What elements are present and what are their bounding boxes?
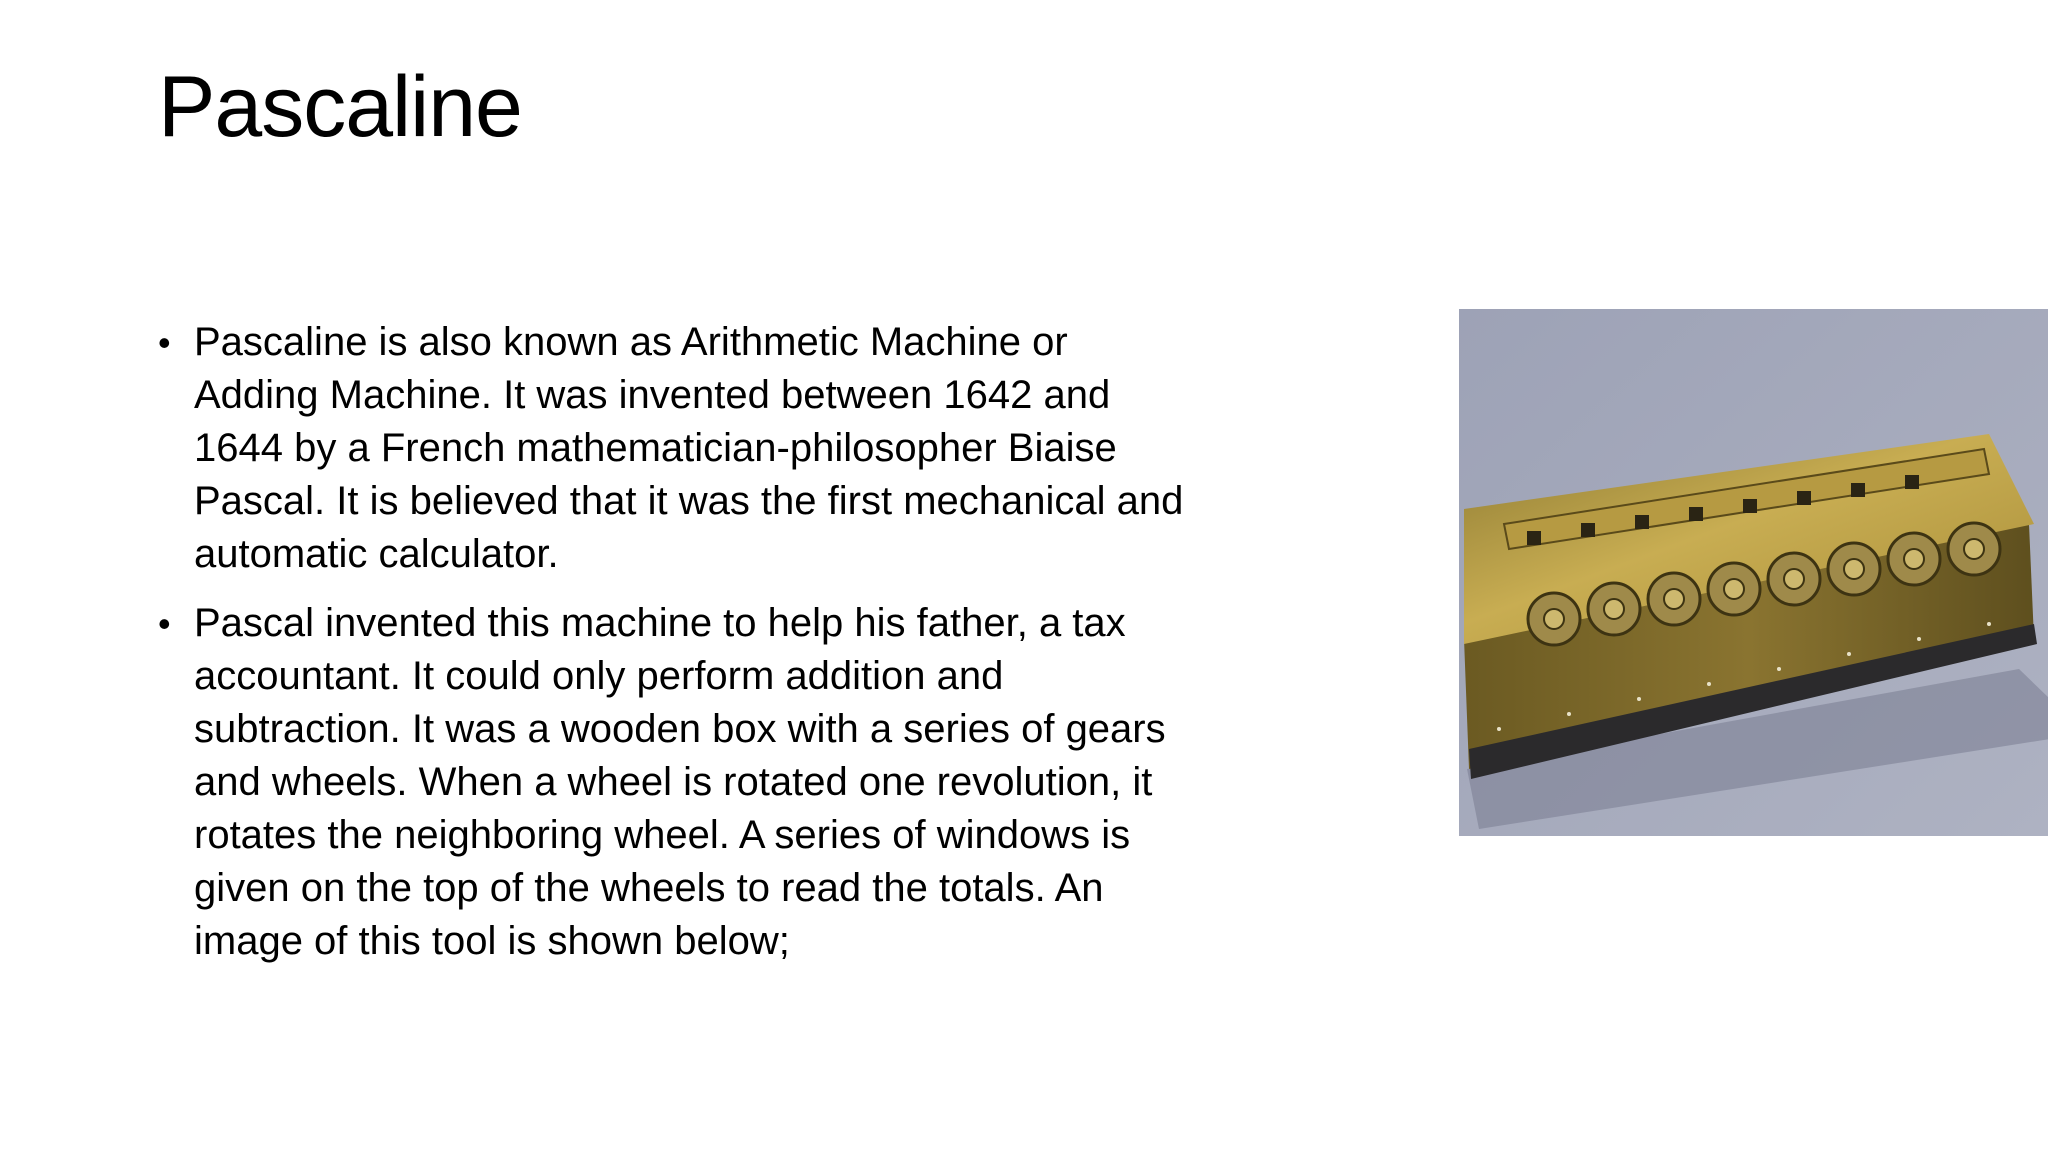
- bullet-dot-icon: •: [158, 322, 171, 363]
- pascaline-photo-icon: [1459, 309, 2048, 836]
- bullet-dot-icon: •: [158, 603, 171, 644]
- slide-title: Pascaline: [158, 59, 522, 155]
- bullet-list: [158, 316, 1198, 984]
- pascaline-photo: [1459, 309, 2048, 836]
- bullet-text: Pascaline is also known as Arithmetic Machine or Adding Machine. It was invented between 1642 and 1644 by a French mathematician-philosopher Biaise Pascal. It is believed that it was the first mechanical and automatic calculator.: [194, 320, 1184, 576]
- bullet-item-2: [158, 597, 1198, 968]
- bullet-text: Pascal invented this machine to help his father, a tax accountant. It could only perform addition and subtraction. It was a wooden box with a series of gears and wheels. When a wheel is rotated one revolution, it rotates the neighboring wheel. A series of windows is given on the top of the wheels to read the totals. An image of this tool is shown below;: [194, 601, 1166, 963]
- bullet-item-1: [158, 316, 1198, 581]
